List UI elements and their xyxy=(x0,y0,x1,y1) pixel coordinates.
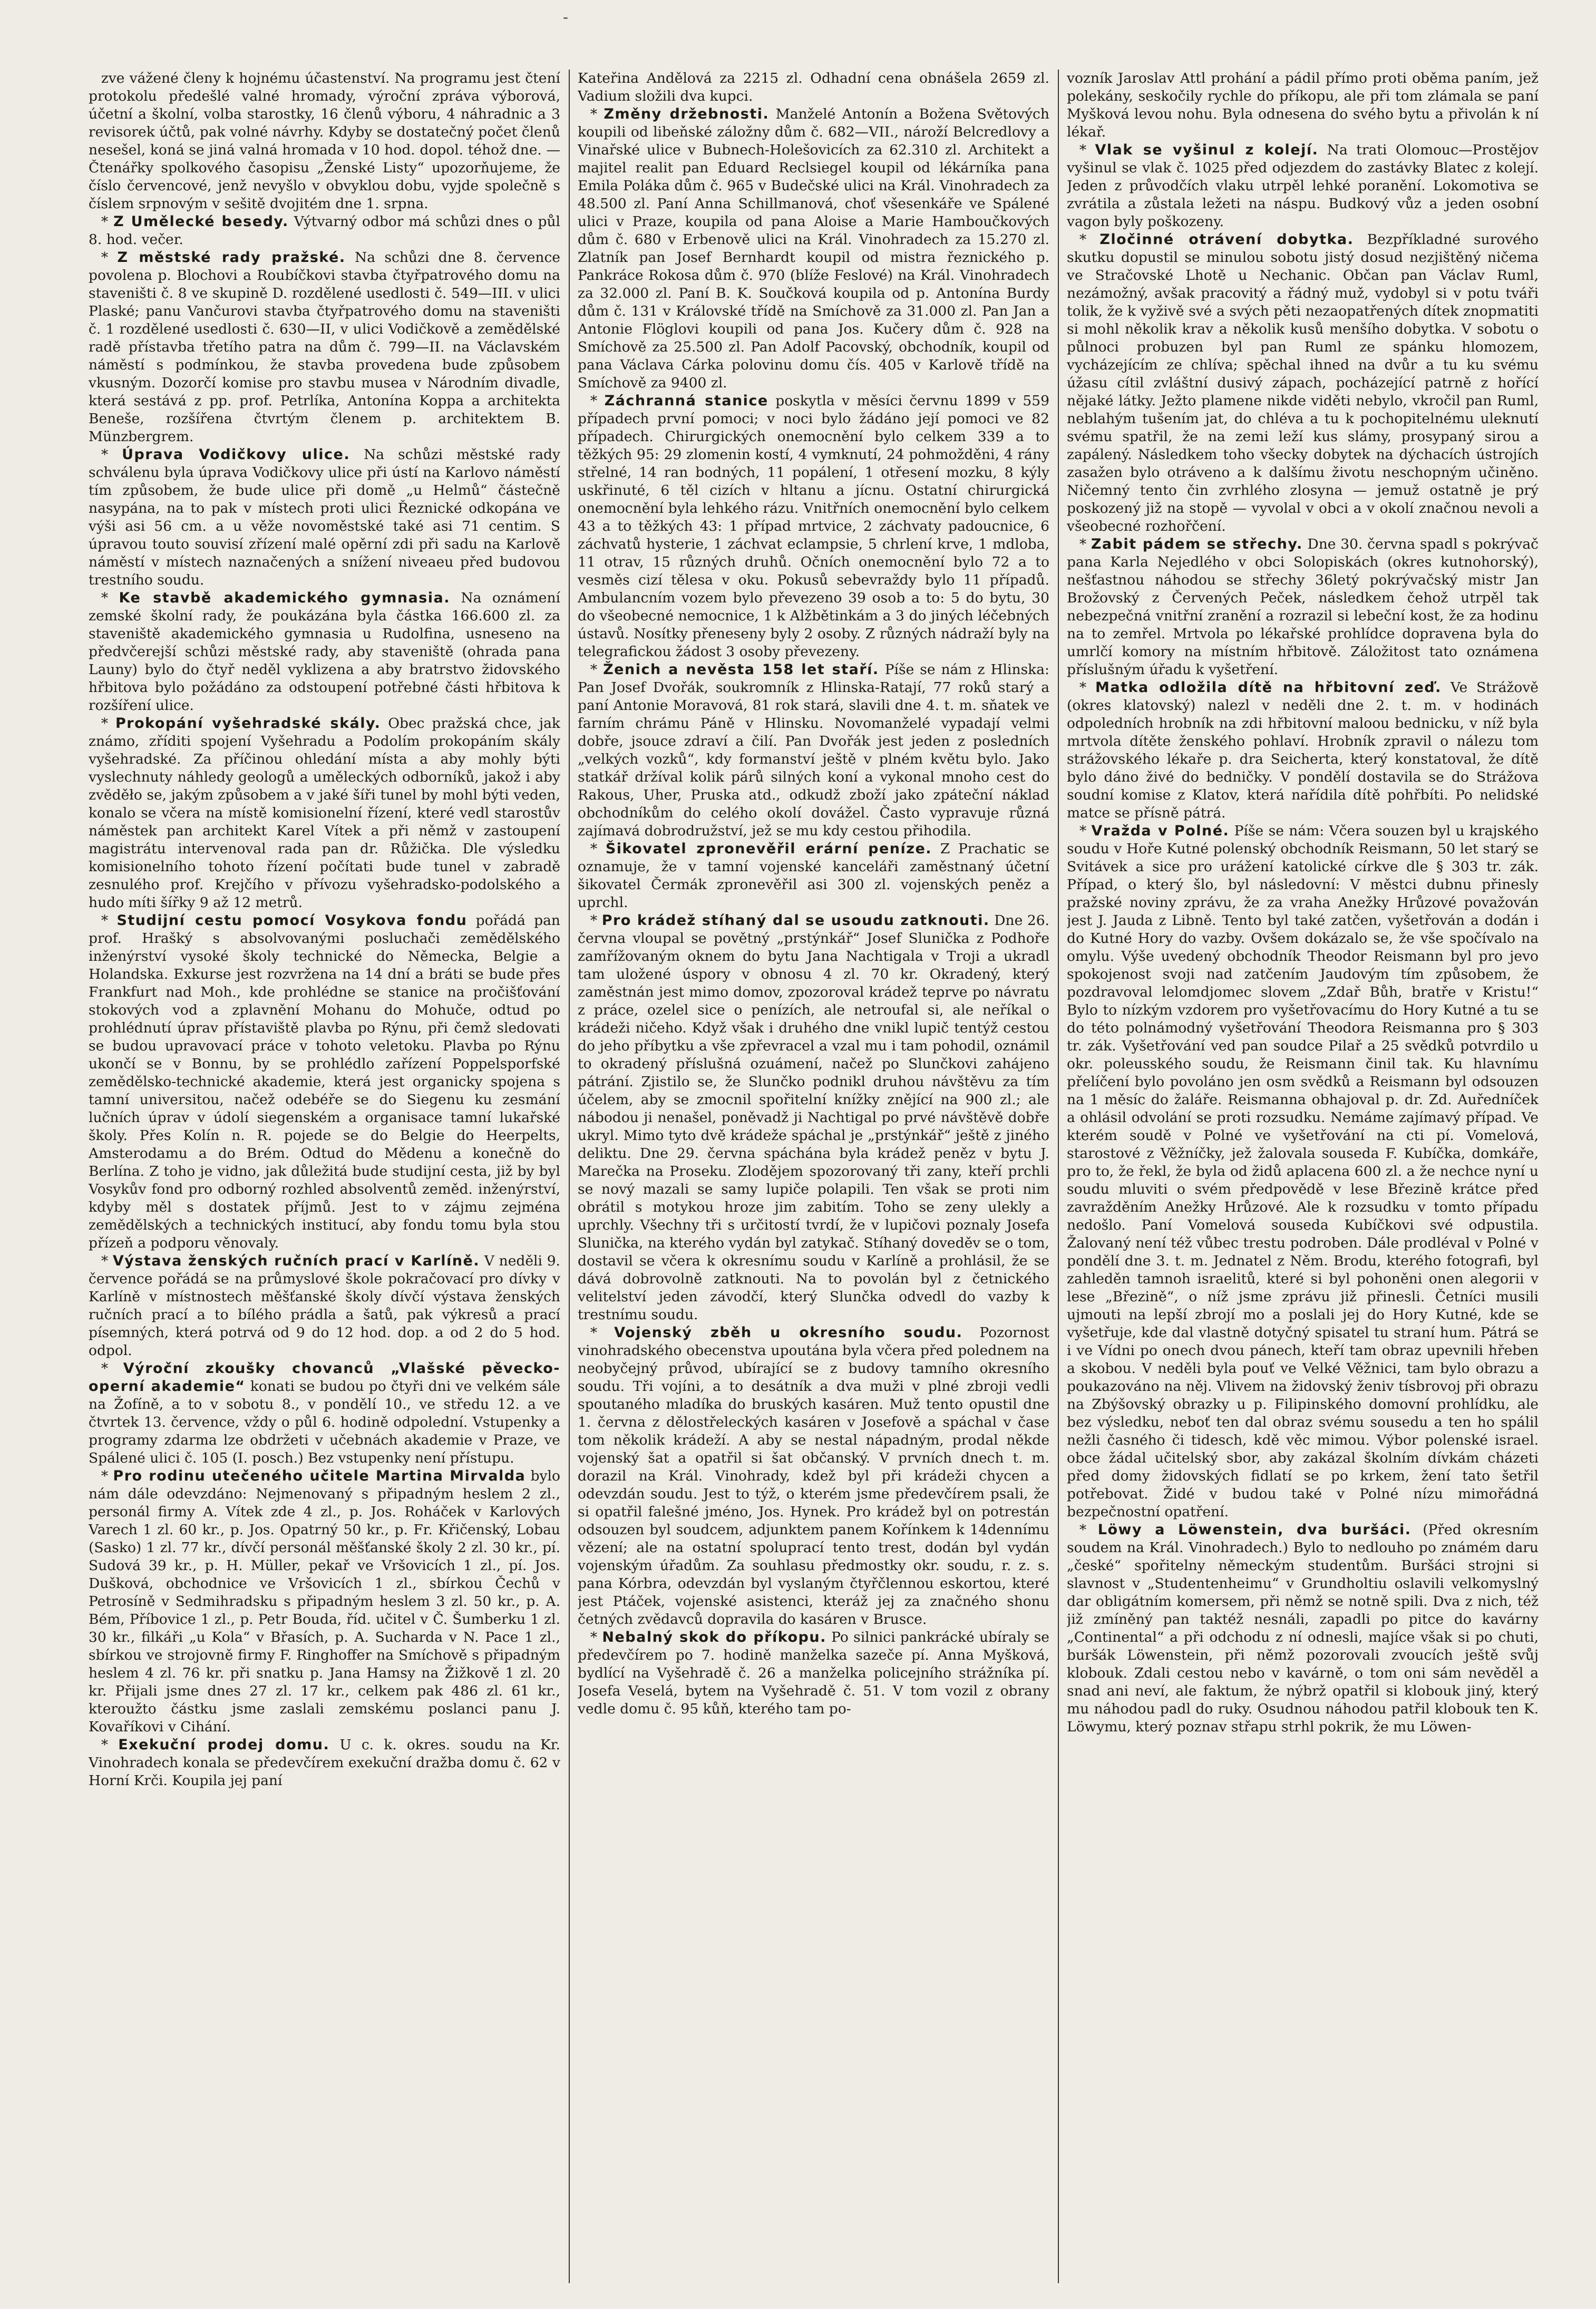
news-item xyxy=(1067,141,1539,231)
text-block xyxy=(1067,70,1539,141)
column-rule xyxy=(560,70,578,2283)
item-marker: * xyxy=(590,1629,602,1645)
news-item xyxy=(89,213,560,249)
news-body: vozník Jaroslav Attl prohání a pádil přímo proti oběma paním, jež polekány, seskočily rychle do příkopu, ale při tom zlámala se paní Myšková levou nohu. Byla odnesena do svého bytu a přivolán k ní lékař. xyxy=(1067,70,1539,140)
news-item xyxy=(89,1360,560,1467)
news-item xyxy=(578,1629,1049,1718)
item-marker: * xyxy=(1079,1522,1098,1538)
news-item xyxy=(89,1736,560,1790)
item-marker: * xyxy=(101,1360,123,1377)
item-marker: * xyxy=(101,249,118,266)
news-item xyxy=(578,1324,1049,1629)
item-marker: * xyxy=(590,841,606,857)
news-headline: Vražda v Polné. xyxy=(1091,823,1230,839)
news-item xyxy=(89,715,560,912)
item-marker: * xyxy=(101,1468,113,1484)
news-body: Kateřina Andělová za 2215 zl. Odhadní cena obnášela 2659 zl. Vadium složili dva kupci. xyxy=(578,70,1049,104)
column-rule xyxy=(1049,70,1067,2283)
item-marker: * xyxy=(1079,536,1091,552)
news-body: Na trati Olomouc—Prostějov vyšinul se vlak č. 1025 před odjezdem do zastávky Blatec z kolejí. Jeden z průvodčích vlaku utrpěl lehké poranění. Lokomotiva se zvrátila a zůstala ležeti na náspu. Budkový vůz a jeden osobní vagon byly poškozeny. xyxy=(1067,142,1539,230)
news-headline: Exekuční prodej domu. xyxy=(118,1737,330,1753)
news-headline: Ke stavbě akademického gymnasia. xyxy=(119,590,450,606)
news-body: Výtvarný odbor má schůzi dnes o půl 8. hod. večer. xyxy=(89,213,560,248)
column-1 xyxy=(89,70,560,2283)
news-item xyxy=(578,661,1049,840)
item-marker: * xyxy=(101,446,122,463)
item-marker: * xyxy=(101,715,115,732)
column-2 xyxy=(578,70,1049,2283)
news-headline: Prokopání vyšehradské skály. xyxy=(115,715,381,732)
news-item xyxy=(578,392,1049,661)
item-marker: * xyxy=(590,1324,615,1341)
news-body: V neděli 9. července pořádá se na průmyslové škole pokračovací pro dívky v Karlíně v místnostech měšťanské školy dívčí výstava ženských ručních prací a to bílého prádla a šatů, pak výkresů a prací písemných, která potrvá od 9 do 12 hod. dop. a od 2 do 5 hod. odpol. xyxy=(89,1253,560,1359)
news-item xyxy=(1067,679,1539,822)
news-body: (Před okresním soudem na Král. Vinohradech.) Bylo to nedlouho po známém daru „české“ spořitelny německým studentům. Buršáci strojni si slavnost v „Studentenheimu“ v Grundholtiu oslavili velkomyslný dar obligátním komersem, při němž se notně spili. Dva z nich, též již zmíněný pan taktéž nesnáli, zapadli po pitce do kavárny „Continental“ a při odchodu z ní odnesli, majíce však si po chuti, buršák Löwenstein, při němž pozorovali zvoucích ještě svůj klobouk. Zdali cestou nebo v kavárně, o tom oni sám nevěděl a snad ani neví, ale faktum, že nýbrž opatřil si klobouk jiný, který mu náhodou padl do ruky. Osudnou náhodou patřil klobouk ten K. Löwymu, který poznav střapu strhl pokrik, že mu Löwen- xyxy=(1067,1522,1539,1735)
news-body: Píše se nám: Včera souzen byl u krajského soudu v Hoře Kutné polenský obchodník Reismann, 50 let starý se Svitávek a sice pro urážení katolické církve dle § 303 tr. zák. Případ, o který šlo, byl následovní: V městci dubnu přinesly pražské noviny zprávu, že za vraha Anežky Hrůzové považován jest J. Jauda z Libně. Tento byl také zatčen, vyšetřován a dodán i do Kutné Hory do vazby. Ovšem dokázalo se, že vše spočívalo na omylu. Výše uvedený obchodník Theodor Reismann byl pro jevo spokojenost svoji nad zatčením Jaudovým tím způsobem, že pozdravoval lelomdjomec slovem „Zdař Bůh, bratře v Kristu!“ Bylo to nízkým vzdorem pro vyšetřovacímu do Hory Kutné a tu se do této polnámodný vyšetřování Theodora Reismanna pro § 303 tr. zák. Vyšetřování ved pan soudce Pilař a 25 svědků potvrdilo u okr. poleusského soudu, že Reismann činil tak. Ku hlavnímu přelíčení bylo povoláno jen osm svědků a Reismann byl odsouzen na 1 měsíc do žaláře. Reismanna obhajoval p. dr. Zd. Auředníček a ohlásil odvolání se proti rozsudku. Nemáme zajímavý případ. Ve kterém soudě v Polné ve vyšetřování na cti pí. Vomelová, starostové z Věžníčky, jež žalovala souseda F. Kubíčka, domkáře, pro to, že řekl, že byla od židů aplacena 600 zl. a že nechce nyní u soudu mluviti o svém předpovědě v lese Březině krátce před zavražděním Anežky Hrůzové. Ale k rozsudku v tomto případu nedošlo. Paní Vomelová souseda Kubíčkovi své odpustila. Žalovaný není též vůbec trestu podroben. Dále prodléval v Polné v pondělí dne 3. t. m. Jednatel z Něm. Brodu, kterého fotografi, byl zahleděn tamnoh israelitů, které si byl pohoněni onen alegorii v lese „Březině“, o níž jsme zprávu již přinesli. Četníci musili ujmouti na lepší zbrojí mo a poslali jej do Hory Kutné, kde se vyšetřuje, kde dal vlastně dotyčný spisatel tu straní hum. Pátrá se i ve Vídni po onech dvou pánech, kteří tam obraz upevnili hřeben a skobou. V neděli byla pouť ve Velké Věžnici, tam bylo obrazu a poukazováno na něj. Vlivem na židovský ženiv tísbrovoj při obrazu na Zbýšovský obrazky u p. Filipinského domovní prohlídku, ale bez výsledku, neboť ten dal obraz svému sousedu a ten ho spálil nežli časného či tidesch, kdě věc mimou. Výbor polenské israel. obce žádal učitelský sbor, aby zakázal školním dívkám cházeti před domy židovských fidlatí se po krkem, žení tato šetřil potřebovat. Židé v budou také v Polné nízu mimořádná bezpečnostní opatření. xyxy=(1067,823,1539,1520)
text-block xyxy=(578,70,1049,105)
item-marker: * xyxy=(590,393,605,409)
news-item xyxy=(578,105,1049,392)
news-headline: Matka odložila dítě na hřbitovní zeď. xyxy=(1095,679,1442,696)
news-item xyxy=(89,1252,560,1360)
news-headline: Nebalný skok do příkopu. xyxy=(602,1629,826,1645)
news-body: bylo nám dále odevzdáno: Nejmenovaný s připadným heslem 2 zl., personál firmy A. Vítek zde 4 zl., p. Jos. Roháček v Karlových Varech 1 zl. 60 kr., p. Jos. Opatrný 50 kr., p. Fr. Křičenský, Lobau (Sasko) 1 zl. 77 kr., dívčí personál měšťanské školy 2 zl. 30 kr., pí. Sudová 39 kr., p. H. Müller, pekař ve Vršovicích 1 zl., pí. Jos. Dušková, obchodnice ve Vršovicích 1 zl., sbírkou Čechů v Petrosíně v Sedmihradsku s připadným heslem 3 zl. 50 kr., p. A. Bém, Příbovice 1 zl., p. Petr Bouda, říd. učitel v Č. Šumberku 1 zl. 30 kr., filkáři „u Kola“ v Břasích, p. A. Sucharda v N. Pace 1 zl., sbírkou ve strojovně firmy F. Ringhoffer na Smíchově s připadným heslem 4 zl. 76 kr. při snatku p. Jana Hamsy na Žižkově 1 zl. 20 kr. Přijali jsme dnes 27 zl. 17 kr., celkem pak 486 zl. 61 kr., kteroužto částku jsme zaslali zemskému poslanci panu J. Kovaříkovi v Cihání. xyxy=(89,1468,560,1735)
news-body: pořádá pan prof. Hrašký s absolvovanými posluchači zemědělského inženýrství vysoké školy technické do Německa, Belgie a Holandska. Exkurse jest rozvržena na 14 dní a bráti se bude přes Frankfurt nad Moh., kde prohlédne se stanice na pročišťování stokových vod a zplavnění Mohanu do Mohuče, odtud po prohlédnutí úprav přístaviště plavba po Rýnu, při čemž sledovati se budou upravovací práce v tohoto veletoku. Plavba po Rýnu ukončí se v Bonnu, by se prohlédlo zařízení Poppelsporfské zemědělsko-technické akademie, která jest organicky spojena s tamní universitou, načež odebéře se do Siegenu ku zesmání lučních úprav v údolí siegenském a organisace tamní lukařské školy. Přes Kolín n. R. pojede se do Belgie do Heerpelts, Amsterodamu a do Brém. Odtud do Mědenu a konečně do Berlína. Z toho je vidno, jak důležitá bude studijní cesta, již by byl Vosykův fond pro odborný rozhled absolventů zeměd. inženýrství, kdyby měl s dostatek příjmů. Jest to v zájmu zejména zemědělských a technických institucí, aby fondu tomu byla stou přízeň a podporu věnovaly. xyxy=(89,912,560,1251)
news-headline: Z městské rady pražské. xyxy=(117,249,346,266)
news-body: Na schůzi městské rady schválenu byla úprava Vodičkovy ulice při ústí na Karlovo náměstí tím způsobem, že bude ulice při domě „u Helmů“ částečně nasypána, na to pak v místech proti ulici Řeznické odkopána ve výši asi 56 cm. a u věže novoměstské také asi 71 centim. S úpravou touto souvisí zřízení malé opěrní zdi při sadu na Karlově náměstí v místech naznačených a snížení nivеaeu před budovou trestního soudu. xyxy=(89,446,560,588)
news-body: Na schůzi dne 8. července povolena p. Blochovi a Roubíčkovi stavba čtyřpatrového domu na staveništi č. 8 ve skupině D. rozdělené usedlosti č. 549—III. v ulici Plaské; panu Vančurovi stavba čtyřpatrového domu na staveništi č. 1 rozdělené usedlosti č. 630—II, v ulici Vodičkově a zemědělské radě přístavba třetího patra na dům č. 799—II. na Václavském náměstí s podmínkou, že stavba provedena bude způsobem vkusným. Dozorčí komise pro stavbu musea v Národním divadle, která sestává z pp. prof. Petrlíka, Antonína Koppa a architekta Beneše, rozšířena čtvrtým členem p. architektem B. Münzbergrem. xyxy=(89,249,560,445)
news-item xyxy=(1067,231,1539,535)
news-item xyxy=(89,1467,560,1736)
news-body: U c. k. okres. soudu na Kr. Vinohradech konala se předevčírem exekuční dražba domu č. 62 v Horní Krči. Koupila jej paní xyxy=(89,1737,560,1789)
item-marker: * xyxy=(101,590,119,606)
item-marker: * xyxy=(590,661,604,678)
item-marker: * xyxy=(1079,231,1100,248)
item-marker: * xyxy=(101,213,114,230)
news-body: Na oznámení zemské školní rady, že poukázána byla částka 166.600 zl. za staveniště akademického gymnasia u Rudolfina, usneseno na předvčerejší schůzi městské rady, aby staveniště (ohrada pana Launy) bylo do čtyř neděl vyklizena a aby bratrstvo židovského hřbitova bylo požádáno za odstoupení potřebné části hřbitova k rozšíření ulice. xyxy=(89,590,560,714)
item-marker: * xyxy=(590,912,602,929)
news-headline: Löwy a Löwenstein, dva buršáci. xyxy=(1097,1522,1412,1538)
text-block xyxy=(89,70,560,213)
news-item xyxy=(1067,1521,1539,1736)
news-item xyxy=(578,840,1049,912)
item-marker: * xyxy=(1079,823,1092,839)
news-body: Ve Strážově (okres klatovský) nalezl v neděli dne 2. t. m. v hodinách odpoledních hrobník na zdi hřbitovní maloou bednicku, v níž byla mrtvola dítěte ženského pohlaví. Hrobník zpravil o nálezu tom strážovského lékaře p. dra Seicherta, který konstatoval, že dítě bylo dáno živé do bedničky. V pondělí dostavila se do Strážova soudní komise z Klatov, která nařídila dítě pohřbíti. Po nelidské matce se přísně pátrá. xyxy=(1067,679,1539,821)
news-body: Dne 26. června vloupal se povětný „prstýnkář“ Josef Slunička z Podhoře zamřížovaným oknem do bytu Jana Nachtigala v Troji a ukradl tam uložené úspory v obnosu 4 zl. 70 kr. Okradený, který zaměstnán jest mimo domov, zpozoroval krádež teprve po návratu z práce, ozelel sice o penízích, ale netroufal si, ale neříkal o krádeži ničeho. Když však i druhého dne vnikl lupič tentýž cestou do jeho příbytku a vše zpřevracel a vzal mu i tam pohodil, oznámil to okradený příslušná ozuámení, načež po Slunčkovi zahájeno pátrání. Zjistilo se, že Slunčko podnikl druhou návštěvu za tím účelem, aby se zmocnil spořitelní knížky znějící na 900 zl.; ale nábodou ji nenašel, poněvadž ji Nachtigal po prvé návštěvě dobře ukryl. Mimo tyto dvě krádeže spáchal je „prstýnkář“ ještě z jiného deliktu. Dne 29. června spáchána byla krádež peněz v bytu J. Marečka na Proseku. Zlodějem spozorovaný tři zany, kteří prchli se nový mazali se samy lupiče polapili. Ten však se proti nim obrátil s motykou hroze jim zabitím. Toho se zeny ulekly a uprchly. Všechny tři s určitostí tvrdí, že v lupičovi poznaly Josefa Slunička, na kterého vydán byl zatykač. Stíhaný doveděv se o tom, dostavil se včera k okresnímu soudu v Karlíně a prohlásil, že se dává dobrovolně zatknouti. Na to povolán byl z četnického velitelství jeden závodčí, který Slunčka odvedl do vazby k trestnímu soudu. xyxy=(578,912,1049,1323)
news-headline: Záchranná stanice xyxy=(604,393,768,409)
news-headline: Výroční zkoušky chovanců „Vlašské pěvecko-operní akademie“ xyxy=(89,1360,560,1395)
news-item xyxy=(1067,535,1539,679)
item-marker: * xyxy=(101,1737,119,1753)
news-body: poskytla v měsíci červnu 1899 v 559 případech první pomoci; v noci bylo žádáno její pomoci ve 82 případech. Chirurgických onemocnění bylo celkem 339 a to těžkých 95: 29 zlomenin kostí, 4 vymknutí, 24 pohmožděni, 4 rány střelné, 14 ran bodných, 11 popálení, 1 otřesení mozku, 8 kýly uskřinuté, 6 těl cizích v hltanu a jícnu. Ostatní chirurgická onemocnění byla lehkého rázu. Vnitřních onemocnění bylo celkem 43 a to těžkých 43: 1 případ mrtvice, 2 záchvaty padoucnice, 6 záchvatů hysterie, 1 záchvat eclampsie, 5 chrlení krve, 1 mdloba, 11 otrav, 15 různých druhů. Očních onemocnění bylo 72 a to vesměs cizí tělesa v oku. Pokusů sebevraždy bylo 11 případů. Ambulancním vozem bylo převezeno 39 osob a to: 5 do bytu, 30 do všeobecné nemocnice, 1 k Alžbětinkám a 3 do jiných léčebných ústavů. Nosítky přeneseny byly 2 osoby. Z různých nádraží byly na telegrafickou žádost 3 osoby převezeny. xyxy=(578,393,1049,660)
news-body: Obec pražská chce, jak známo, zříditi spojení Vyšehradu a Podolím prokopáním skály vyšehradské. Za příčinou ohledání místa a aby mohly býti vyslechnuty náhledy geologů a uměleckých odborníků, jakož i aby zvěděło se, jakým způsobem a v jaké šíři tunel by mohl býti veden, konalo se včera na místě komisionelní řízení, které vedl starostův náměstek pan architekt Karel Vítek a při němž v zastoupení magistrátu intervenoval rada pan dr. Růžička. Dle výsledku komisionelního tohoto řízení počítati bude tunel v zabradě zesnulého prof. Krejčího v přívozu vyšehradsko-podolského a hudo míti šířky 9 až 12 metrů. xyxy=(89,715,560,911)
news-headline: Ženich a nevěsta 158 let staří. xyxy=(603,661,879,678)
news-headline: Změny držebnosti. xyxy=(604,106,770,122)
item-marker: * xyxy=(590,106,604,122)
news-body: Pozornost vinohradského obecenstva upoutána byla včera před polednem na neobyčejný průvod, ubírající se z budovy tamního okresního soudu. Tři vojíni, a to desátník a dva muži v plné zbroji vedli spoutaného mladíka do bruských kasáren. Muž tento opustil dne 1. června z dělostřeleckých kasáren v Josefově a spáchal v čase tom několik krádeží. A aby se nestal nápadným, prodal někde vojenský šat a opatřil si šat občanský. V prvních dnech t. m. dorazil na Král. Vinohrady, kdež byl při krádeži chycen a odevzdán soudu. Jest to týž, o kterém jsme předevčírem psali, že si opatřil falešné jméno, Jos. Hynek. Pro krádež byl on potrestán odsouzen byl soudcem, adjunktem panem Kořínkem k 14dennímu vězení; ale na ostatní spoluprací tento trest, dodán byl vydán vojenským úřadům. Za souhlasu předmostky okr. soudu, r. z. s. pana Kórbra, odevzdán byl vyslaným čtyřčlennou eskortou, které jest Ptáček, vojenské asistenci, kteráž jej za značného shonu četných zvědavců dopravila do kasáren v Brusce. xyxy=(578,1324,1049,1628)
news-headline: Z Umělecké besedy. xyxy=(113,213,289,230)
news-item xyxy=(89,912,560,1252)
news-item xyxy=(1067,822,1539,1521)
news-headline: Úprava Vodičkovy ulice. xyxy=(122,446,351,463)
news-headline: Výstava ženských ručních prací v Karlíně. xyxy=(112,1253,480,1269)
news-body: Z Prachatic se oznamuje, že v tamní vojenské kanceláři zaměstnaný účetní šikovatel Čermák zpronevěřil asi 300 zl. vojenských peněz a uprchl. xyxy=(578,841,1049,911)
columns xyxy=(89,70,1539,2283)
news-item xyxy=(89,446,560,589)
news-headline: Šikovatel zpronevěřil erární peníze. xyxy=(605,841,932,857)
news-item xyxy=(89,589,560,715)
news-headline: Zabit pádem se střechy. xyxy=(1091,536,1303,552)
press-mark: - xyxy=(563,8,568,26)
news-body: Bezpříkladné surového skutku dopustil se minulou sobotu jistý dosud nezjištěný ničema ve Stračovské Lhotě u Nechanic. Občan pan Václav Ruml, nezámožný, avšak pracovitý a řádný muž, vydobyl si v potu tváři tolik, že k vyživě své a svých pěti nezaopatřených dítek znopmatiti si mohl několik krav a několik kusů menšího dobytka. V sobotu o půlnoci probuzen byl pan Ruml ze spánku hlomozem, vycházejícím ze chlíva; spěchal ihned na dvůr a tu ku svému úžasu cítil zvláštní dusivý zápach, pocházející patrně z hořící nějaké látky. Ježto plamene nikde viděti nebylo, vkročil pan Ruml, neblahým tušením jat, do chléva a tu k pochopitelnému uleknutí svému spatřil, že na zemi leží kus slámy, prosypaný sirou a zapálený. Následkem toho všecky dobytek na dýchacích ústrojích zasažen bylo otráveno a k dalšímu životu neschopným učiněno. Ničemný tento čin zvrhlého zlosyna — jemuž ostatně je prý poskozený již na stopě — vyvolal v obci a v okolí značnou nevoli a všeobecné rozhořčení. xyxy=(1067,231,1539,534)
news-headline: Pro krádež stíhaný dal se usoudu zatknouti. xyxy=(601,912,990,929)
item-marker: * xyxy=(1079,142,1095,158)
news-headline: Zločinné otrávení dobytka. xyxy=(1099,231,1354,248)
news-body: Píše se nám z Hlinska: Pan Josef Dvořák, soukromník z Hlinska-Ratají, 77 roků starý a paní Antonie Moravová, 81 rok stará, slavili dne 4. t. m. sňatek ve farním chrámu Páně v Hlinsku. Novomanželé vypadají velmi dobře, jsouce zdraví a čilí. Pan Dvořák jest jeden z posledních „velkých vozků“, kdy formanství ještě v plném květu bylo. Jako statkář držíval kolik párů silných koní a vykonal mnoho cest do Rakous, Uher, Pruska atd., odkudž zboží jako zpáteční náklad obchodníkům do celého okolí dovážel. Často vypravuje různá zajímavá dobrodružství, jež se mu kdy cestou přihodila. xyxy=(578,661,1049,839)
item-marker: * xyxy=(101,1253,113,1269)
news-item xyxy=(578,912,1049,1324)
news-headline: Vojenský zběh u okresního soudu. xyxy=(614,1324,963,1341)
news-body: Dne 30. června spadl s pokrývač pana Karla Nejedlého v obci Solopiskách (okres kutnohorský), nešťastnou náhodou se střechy 36letý pokrývačský mistr Jan Brožovský z Červených Peček, následkem čehož utrpěl tak nebezpečná vnitřní zranění a rozrazil si lebeční kost, že za hodinu na to zemřel. Mrtvola po lékařské prohlídce dopravena byla do umrlčí komory na místním hřbitově. Záložitost tato oznámena příslušným úřadu k vyšetření. xyxy=(1067,536,1539,678)
news-headline: Vlak se vyšinul z kolejí. xyxy=(1095,142,1319,158)
column-3 xyxy=(1067,70,1539,2283)
item-marker: * xyxy=(101,912,117,929)
item-marker: * xyxy=(1079,679,1096,696)
news-headline: Studijní cestu pomocí Vosykova fondu xyxy=(116,912,468,929)
news-body: Po silnici pankrácké ubíraly se předevčírem po 7. hodině manželka sazeče pí. Anna Myšková, bydlící na Vyšehradě č. 26 a manželka policejního strážníka pí. Josefa Veselá, bytem na Vyšehradě č. 51. V tom vozil z obrany vedle domu č. 95 kůň, kterého tam po- xyxy=(578,1629,1049,1717)
news-item xyxy=(89,249,560,446)
news-body: Manželé Antonín a Božena Světových koupili od libeňské záložny dům č. 682—VII., nároží Belcredlovy a Vinařské ulice v Bubnech-Holešovicích za 62.310 zl. Architekt a majitel realit pan Eduard Reclsiegel koupil od lékárníka pana Emila Poláka dům č. 965 v Budečské ulici na Král. Vinohradech za 48.500 zl. Paní Anna Schillmanová, choť všesenkáře ve Spálené ulici v Praze, koupila od pana Aloise a Marie Hamboučkových dům č. 680 v Erbenově ulici na Král. Vinohradech za 15.270 zl. Zlatník pan Josef Bernhardt koupil od mistra řeznického p. Pankráce Rokosa dům č. 970 (blíže Feslové) na Král. Vinohradech za 32.000 zl. Paní B. K. Součková koupila od p. Antonína Burdy dům č. 131 v Královské třídě na Smíchově za 31.000 zl. Pan Jan a Antonie Flöglovi koupili od pana Jos. Kučery dům č. 928 na Smíchově za 25.500 zl. Pan Adolf Pacovský, obchodník, koupil od pana Václava Cárka polovinu domu čís. 405 v Karlově třídě na Smíchově za 9400 zl. xyxy=(578,106,1049,391)
news-body: zve vážené členy k hojnému účastenství. Na programu jest čtení protokolu předešlé valné hromady, výroční zpráva výborová, účetní a školní, volba starostky, 16 členů výboru, 4 náhradnic a 3 revisorek účtů, pak volné návrhy. Kdyby se dostatečný počet členů nesešel, koná se jiná valná hromada v 10 hod. dopol. téhož dne. — Čtenářky spolkového časopisu „Ženské Listy“ upozorňujeme, že číslo červencové, jenž nevyšlo v obvyklou dobu, vyjde společně s číslem srpnovým v sešitě dvojitém dne 1. srpna. xyxy=(89,70,560,212)
news-body: konati se budou po čtyři dni ve velkém sále na Žofíně, a to v sobotu 8., v pondělí 10., ve středu 12. a ve čtvrtek 13. července, vždy o půl 6. hodině odpolední. Vstupenky a programy zdarma lze obdržeti v učebnách akademie v Praze, ve Spálené ulici č. 105 (I. posch.) Bez vstupenky není přístupu. xyxy=(89,1378,560,1466)
news-headline: Pro rodinu utečeného učitele Martina Mirvalda xyxy=(113,1468,526,1484)
